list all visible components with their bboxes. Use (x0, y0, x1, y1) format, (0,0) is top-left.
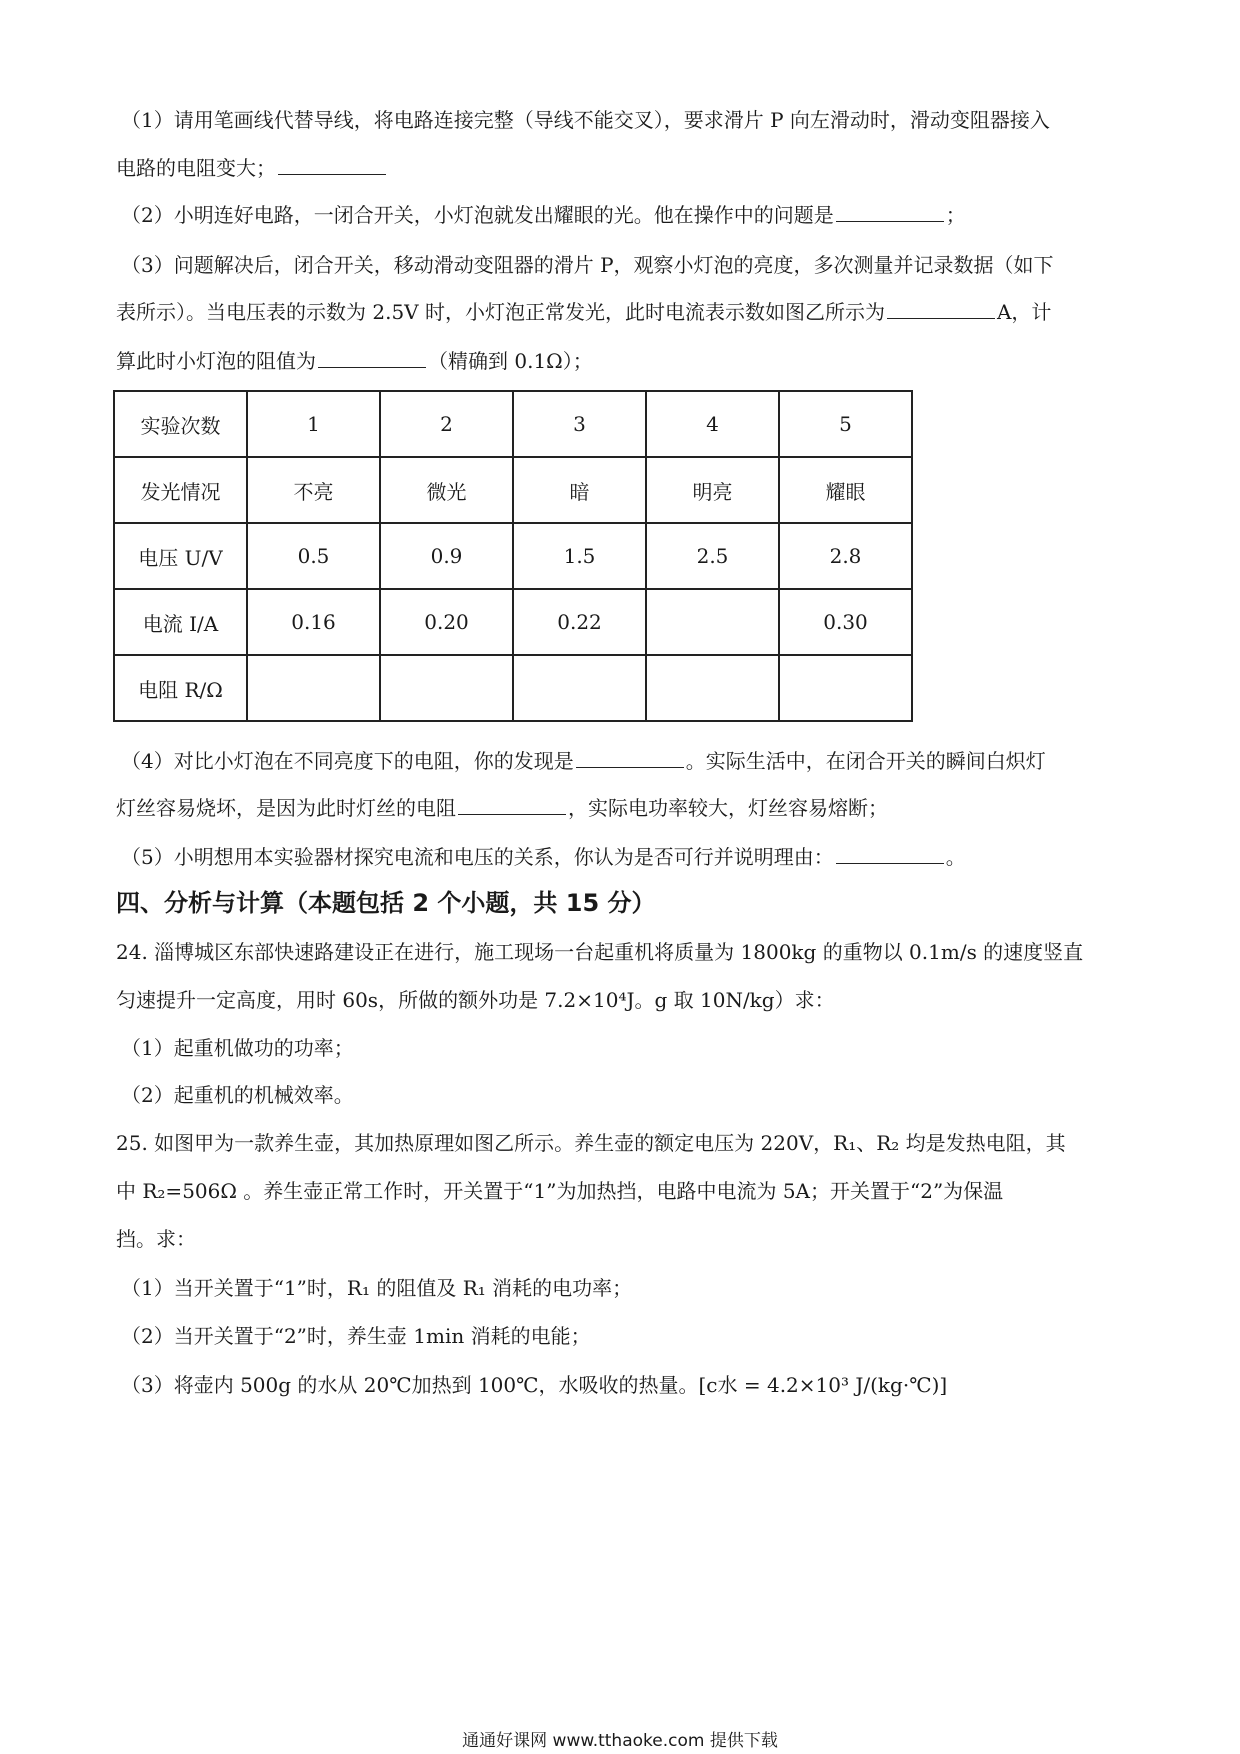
q25-sub3: （3）将壶内 500g 的水从 20℃加热到 100℃，水吸收的热量。[c水 = 4.2×10³ J/(kg·℃)] (121, 1373, 948, 1397)
footer-text: 通通好课网 www.tthaoke.com 提供下载 (462, 1731, 778, 1751)
table-row (114, 523, 912, 589)
q23-part3-line1: （3）问题解决后，闭合开关，移动滑动变阻器的滑片 P，观察小灯泡的亮度，多次测量并记录数据（如下 (121, 253, 1054, 277)
q24-sub2: （2）起重机的机械效率。 (121, 1083, 354, 1107)
q23-part4-end2: ，实际电功率较大，灯丝容易熔断； (568, 796, 888, 820)
table-cell (380, 655, 513, 721)
table-row-label: 发光情况 (114, 457, 247, 523)
table-cell: 2.8 (779, 523, 912, 589)
q24-sub1: （1）起重机做功的功率； (121, 1036, 354, 1060)
q23-part1-line2 (116, 154, 388, 182)
answer-blank (318, 347, 426, 368)
q23-part5-text: （5）小明想用本实验器材探究电流和电压的关系，你认为是否可行并说明理由： (121, 845, 834, 869)
q23-part4-end: 。实际生活中，在闭合开关的瞬间白炽灯 (685, 749, 1046, 773)
q23-part5-end: 。 (945, 845, 966, 869)
table-cell: 微光 (380, 457, 513, 523)
table-cell: 3 (513, 391, 646, 457)
table-row-label: 电流 I/A (114, 589, 247, 655)
q24-line1: 24. 淄博城区东部快速路建设正在进行，施工现场一台起重机将质量为 1800kg 的重物以 0.1m/s 的速度竖直 (116, 940, 1084, 964)
table-cell: 0.9 (380, 523, 513, 589)
table-cell: 0.16 (247, 589, 380, 655)
q23-part5 (121, 843, 966, 871)
answer-blank (278, 154, 386, 175)
q23-part3-end2: （精确到 0.1Ω）； (428, 349, 593, 373)
q23-part3-line2 (116, 298, 1051, 326)
table-cell: 暗 (513, 457, 646, 523)
q23-part4-line2 (116, 794, 888, 822)
table-cell: 0.22 (513, 589, 646, 655)
q25-line2: 中 R₂=506Ω 。养生壶正常工作时，开关置于“1”为加热挡，电路中电流为 5A；开关置于“2”为保温 (116, 1179, 1004, 1203)
table-cell (646, 655, 779, 721)
q23-part2 (121, 201, 966, 229)
q23-part1-text: 电路的电阻变大； (116, 156, 276, 180)
table-cell: 4 (646, 391, 779, 457)
q23-part4-line1 (121, 747, 1046, 775)
q23-part3-text: 表所示）。当电压表的示数为 2.5V 时，小灯泡正常发光，此时电流表示数如图乙所示为 (116, 300, 885, 324)
table-row-label: 电阻 R/Ω (114, 655, 247, 721)
table-row (114, 391, 912, 457)
table-cell (646, 589, 779, 655)
answer-blank (887, 298, 995, 319)
table-cell: 5 (779, 391, 912, 457)
table-cell: 0.5 (247, 523, 380, 589)
table-cell: 0.20 (380, 589, 513, 655)
table-cell (779, 655, 912, 721)
q23-part2-text: （2）小明连好电路，一闭合开关，小灯泡就发出耀眼的光。他在操作中的问题是 (121, 203, 834, 227)
q25-line3: 挡。求： (116, 1227, 196, 1251)
q23-part2-end: ； (945, 203, 966, 227)
answer-blank (836, 843, 944, 864)
q23-part4-text2: 灯丝容易烧坏，是因为此时灯丝的电阻 (116, 796, 456, 820)
table-row-label: 电压 U/V (114, 523, 247, 589)
q23-part3-line3 (116, 347, 593, 375)
table-cell: 0.30 (779, 589, 912, 655)
table-cell (513, 655, 646, 721)
table-row (114, 655, 912, 721)
q23-part3-text2: 算此时小灯泡的阻值为 (116, 349, 316, 373)
q23-part3-end: A，计 (996, 300, 1052, 324)
table-row-label: 实验次数 (114, 391, 247, 457)
answer-blank (458, 794, 566, 815)
table-cell: 1 (247, 391, 380, 457)
experiment-data-table (113, 390, 913, 722)
table-row (114, 589, 912, 655)
table-cell (247, 655, 380, 721)
table-cell: 明亮 (646, 457, 779, 523)
table-cell: 1.5 (513, 523, 646, 589)
q25-sub2: （2）当开关置于“2”时，养生壶 1min 消耗的电能； (121, 1324, 591, 1348)
table-row (114, 457, 912, 523)
table-cell: 不亮 (247, 457, 380, 523)
q24-line2: 匀速提升一定高度，用时 60s，所做的额外功是 7.2×10⁴J。g 取 10N/kg）求： (116, 988, 835, 1012)
q25-line1: 25. 如图甲为一款养生壶，其加热原理如图乙所示。养生壶的额定电压为 220V，R₁、R₂ 均是发热电阻，其 (116, 1131, 1066, 1155)
table-cell: 耀眼 (779, 457, 912, 523)
answer-blank (576, 747, 684, 768)
table-cell: 2 (380, 391, 513, 457)
q23-part4-text: （4）对比小灯泡在不同亮度下的电阻，你的发现是 (121, 749, 574, 773)
q23-part1-line1: （1）请用笔画线代替导线，将电路连接完整（导线不能交叉），要求滑片 P 向左滑动时，滑动变阻器接入 (121, 108, 1050, 132)
table-cell: 2.5 (646, 523, 779, 589)
q25-sub1: （1）当开关置于“1”时，R₁ 的阻值及 R₁ 消耗的电功率； (121, 1276, 633, 1300)
section-title: 四、分析与计算（本题包括 2 个小题，共 15 分） (116, 889, 656, 917)
answer-blank (836, 201, 944, 222)
